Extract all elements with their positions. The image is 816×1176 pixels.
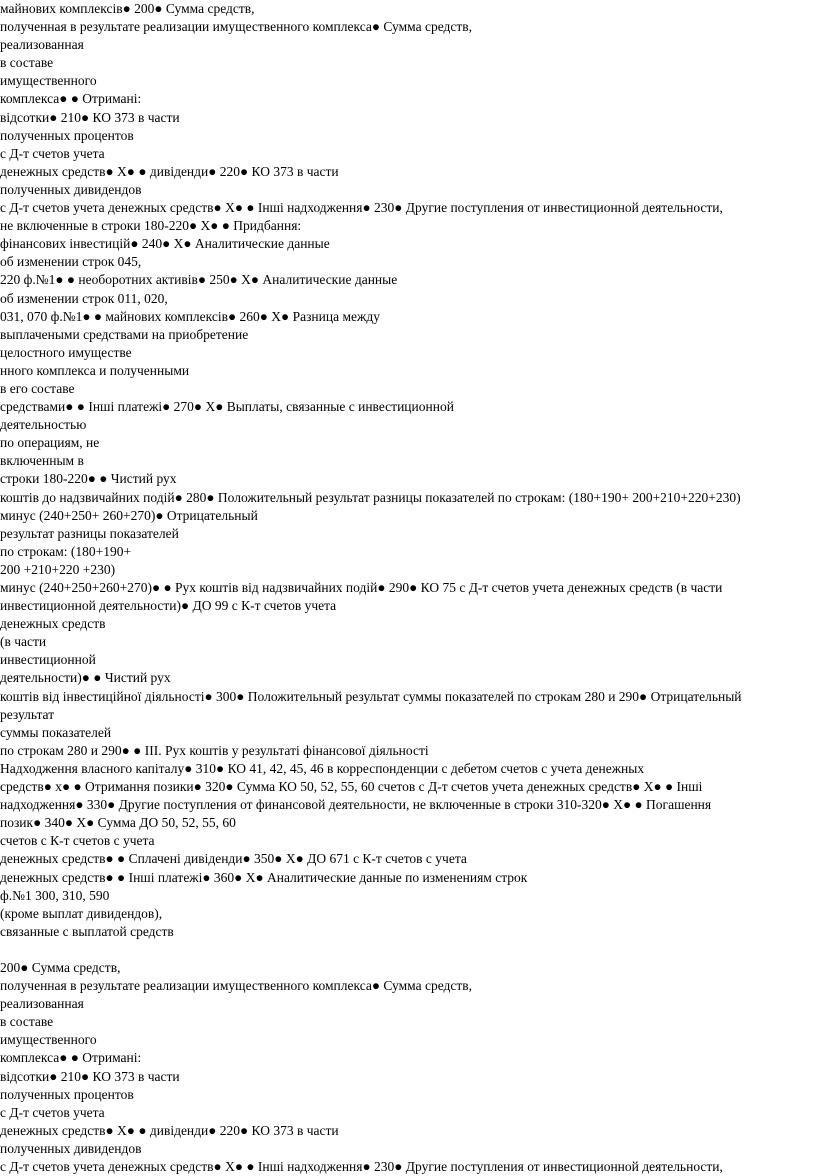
text-line: имущественного	[0, 73, 97, 89]
text-line: майнових комплексів● 200● Сумма средств,	[0, 1, 255, 16]
text-line: в его составе	[0, 380, 75, 396]
text-line: счетов с К-т счетов с учета	[0, 833, 155, 849]
text-line: денежных средств● Х● ● дивіденди● 220● КО 373 в части	[0, 1122, 339, 1138]
text-line: відсотки● 210● КО 373 в части	[0, 1068, 180, 1084]
text-line: Надходження власного капіталу● 310● КО 41, 42, 45, 46 в корреспонденции с дебетом счетов с учета денежных	[0, 760, 645, 776]
text-line: с Д-т счетов учета	[0, 145, 105, 161]
text-line: об изменении строк 045,	[0, 254, 142, 270]
text-line: по строкам: (180+190+	[0, 543, 132, 559]
text-line: 220 ф.№1● ● необоротних активів● 250● Х● Аналитические данные	[0, 272, 398, 288]
text-line: связанные с выплатой средств	[0, 923, 174, 939]
text-line: деятельности)● ● Чистий рух	[0, 670, 171, 686]
text-line: комплекса● ● Отримані:	[0, 91, 142, 107]
text-line: с Д-т счетов учета	[0, 1104, 105, 1120]
text-line: денежных средств● ● Інші платежі● 360● Х● Аналитические данные по изменениям строк	[0, 869, 528, 885]
blank-line	[0, 941, 800, 959]
text-line: полученных дивидендов	[0, 181, 142, 197]
text-line: об изменении строк 011, 020,	[0, 290, 168, 306]
text-line: реализованная	[0, 996, 84, 1012]
text-line: инвестиционной деятельности)● ДО 99 с К-т счетов учета	[0, 598, 337, 614]
text-line: денежных средств	[0, 616, 106, 632]
text-line: целостного имуществе	[0, 344, 132, 360]
text-line: минус (240+250+260+270)● ● Рух коштів від надзвичайних подій● 290● КО 75 с Д-т счетов учета денежных средств (в части	[0, 580, 723, 595]
text-line: результат	[0, 706, 55, 722]
text-line: полученных дивидендов	[0, 1140, 142, 1156]
text-line: включенным в	[0, 453, 84, 469]
text-line: выплачеными средствами на приобретение	[0, 326, 249, 342]
text-line: ф.№1 300, 310, 590	[0, 887, 110, 903]
text-line: полученных процентов	[0, 127, 134, 143]
text-line: в составе	[0, 55, 54, 71]
text-line: с Д-т счетов учета денежных средств● Х● ● Інші надходження● 230● Другие поступления от инвестиционной деятельности,	[0, 1159, 723, 1174]
text-line: минус (240+250+ 260+270)● Отрицательный	[0, 507, 258, 523]
text-line: денежных средств● ● Сплачені дивіденди● 350● Х● ДО 671 с К-т счетов с учета	[0, 851, 467, 867]
text-line: строки 180-220● ● Чистий рух	[0, 471, 177, 487]
text-line: 200 +210+220 +230)	[0, 561, 116, 577]
text-line: инвестиционной	[0, 652, 96, 668]
text-line: полученная в результате реализации имущественного комплекса● Сумма средств,	[0, 978, 473, 994]
text-line: відсотки● 210● КО 373 в части	[0, 109, 180, 125]
text-line: денежных средств● Х● ● дивіденди● 220● КО 373 в части	[0, 163, 339, 179]
text-line: позик● 340● Х● Сумма ДО 50, 52, 55, 60	[0, 815, 236, 831]
text-line: в составе	[0, 1014, 54, 1030]
text-line: имущественного	[0, 1032, 97, 1048]
text-line: коштів до надзвичайних подій● 280● Положительный результат разницы показателей по строкам: (180+190+ 200+210+220+230)	[0, 489, 741, 505]
text-line: средствами● ● Інші платежі● 270● Х● Выплаты, связанные с инвестиционной	[0, 399, 454, 415]
text-line: комплекса● ● Отримані:	[0, 1050, 142, 1066]
text-line: средств● х● ● Отримання позики● 320● Сумма КО 50, 52, 55, 60 счетов с Д-т счетов учета денежных средств● Х● ● Інші	[0, 779, 703, 795]
text-line: 031, 070 ф.№1● ● майнових комплексів● 260● Х● Разница между	[0, 308, 380, 324]
text-line: надходження● 330● Другие поступления от финансовой деятельности, не включенные в строки 310-320● Х● ● Погашення	[0, 797, 712, 813]
text-line: полученная в результате реализации имущественного комплекса● Сумма средств,	[0, 19, 473, 35]
text-line: по операциям, не	[0, 435, 100, 451]
text-line: результат разницы показателей	[0, 525, 179, 541]
text-line: полученных процентов	[0, 1086, 134, 1102]
text-line: с Д-т счетов учета денежных средств● Х● ● Інші надходження● 230● Другие поступления от инвестиционной деятельности,	[0, 200, 723, 216]
text-line: по строкам 280 и 290● ● III. Рух коштів у результаті фінансової діяльності	[0, 742, 429, 758]
text-line: нного комплекса и полученными	[0, 362, 190, 378]
text-line: фінансових інвестицій● 240● Х● Аналитические данные	[0, 236, 330, 252]
text-line: (в части	[0, 634, 47, 650]
text-line: суммы показателей	[0, 724, 112, 740]
text-line: коштів від інвестиційної діяльності● 300● Положительный результат суммы показателей по строкам 280 и 290● Отрицательный	[0, 688, 742, 704]
text-line: реализованная	[0, 37, 84, 53]
text-line: не включенные в строки 180-220● Х● ● Придбання:	[0, 218, 302, 234]
text-line: 200● Сумма средств,	[0, 959, 121, 975]
text-line: деятельностью	[0, 417, 87, 433]
text-line: (кроме выплат дивидендов),	[0, 905, 163, 921]
